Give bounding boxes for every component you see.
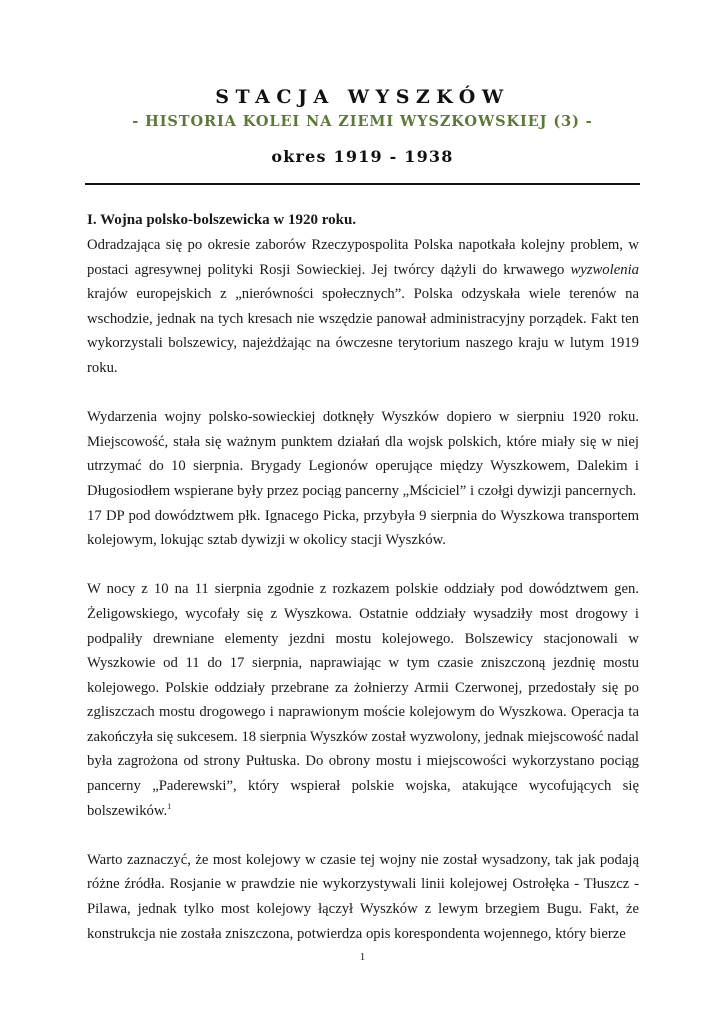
paragraph-1 [87, 233, 639, 381]
section-heading: I. Wojna polsko-bolszewicka w 1920 roku. [87, 212, 357, 228]
paragraph-gap [87, 553, 639, 578]
paragraph-3: 17 DP pod dowództwem płk. Ignacego Picka, przybyła 9 sierpnia do Wyszkowa transportem kolejowym, lokując sztab dywizji w okolicy stacji Wyszków. [87, 507, 639, 549]
paragraph-gap [87, 823, 639, 848]
page-number: 1 [359, 951, 366, 963]
paragraph-5: Warto zaznaczyć, że most kolejowy w czasie tej wojny nie został wysadzony, tak jak podają różne źródła. Rosjanie w prawdzie nie wykorzystywali linii kolejowej Ostrołęka - Tłuszcz - Pilawa, jednak tylko most kolejowy łączył Wyszków z lewym brzegiem Bugu. Fakt, że konstrukcja nie została zniszczona, potwierdza opis korespondenta wojennego, który bierze [87, 851, 639, 942]
document-body [87, 207, 639, 946]
header-divider [85, 183, 640, 185]
paragraph-gap [87, 381, 639, 406]
document-period: okres 1919 - 1938 [271, 147, 454, 166]
paragraph-2: Wydarzenia wojny polsko-sowieckiej dotknęły Wyszków dopiero w sierpniu 1920 roku. Miejscowość, stała się ważnym punktem działań dla wojsk polskich, które miały się w niej utrzymać do 10 sierpnia. Brygady Legionów operujące między Wyszkowem, Dalekim i Długosiodłem wspierane były przez pociąg pancerny „Mściciel” i czołgi dywizji pancernych. [87, 409, 639, 499]
paragraph-4 [87, 577, 639, 823]
document-header [0, 84, 725, 168]
paragraph-1-emphasis: wyzwolenia [570, 261, 639, 278]
footnote-marker[interactable]: 1 [167, 801, 172, 811]
paragraph-1-part-b: krajów europejskich z „nierówności społecznych”. Polska odzyskała wiele terenów na wschodzie, jednak na tych kresach nie wszędzie panował administracyjny porządek. Fakt ten wykorzystali bolszewicy, najeżdżając na ówczesne terytorium naszego kraju w lutym 1919 roku. [87, 286, 639, 376]
document-subtitle: - HISTORIA KOLEI NA ZIEMI WYSZKOWSKIEJ (3) - [132, 113, 593, 130]
document-title: STACJA WYSZKÓW [215, 86, 510, 108]
paragraph-4-text: W nocy z 10 na 11 sierpnia zgodnie z rozkazem polskie oddziały pod dowództwem gen. Żeligowskiego, wycofały się z Wyszkowa. Ostatnie oddziały wysadziły most drogowy i podpaliły drewniane elementy jezdni mostu kolejowego. Bolszewicy stacjonowali w Wyszkowie od 11 do 17 sierpnia, naprawiając w tym czasie zniszczoną jezdnię mostu kolejowego. Polskie oddziały przebrane za żołnierzy Armii Czerwonej, przedostały się po zgliszczach mostu drogowego i naprawionym moście kolejowym do Wyszkowa. Operacja ta zakończyła się sukcesem. 18 sierpnia Wyszków został wyzwolony, jednak miejscowość nadal była zagrożona od strony Pułtuska. Do obrony mostu i miejscowości wykorzystano pociąg pancerny „Paderewski”, który wspierał polskie wojska, atakujące wycofujących się bolszewików. [87, 581, 639, 819]
paragraph-1-part-a: Odradzająca się po okresie zaborów Rzeczypospolita Polska napotkała kolejny problem, w postaci agresywnej polityki Rosji Sowieckiej. Jej twórcy dążyli do krwawego [87, 237, 639, 278]
